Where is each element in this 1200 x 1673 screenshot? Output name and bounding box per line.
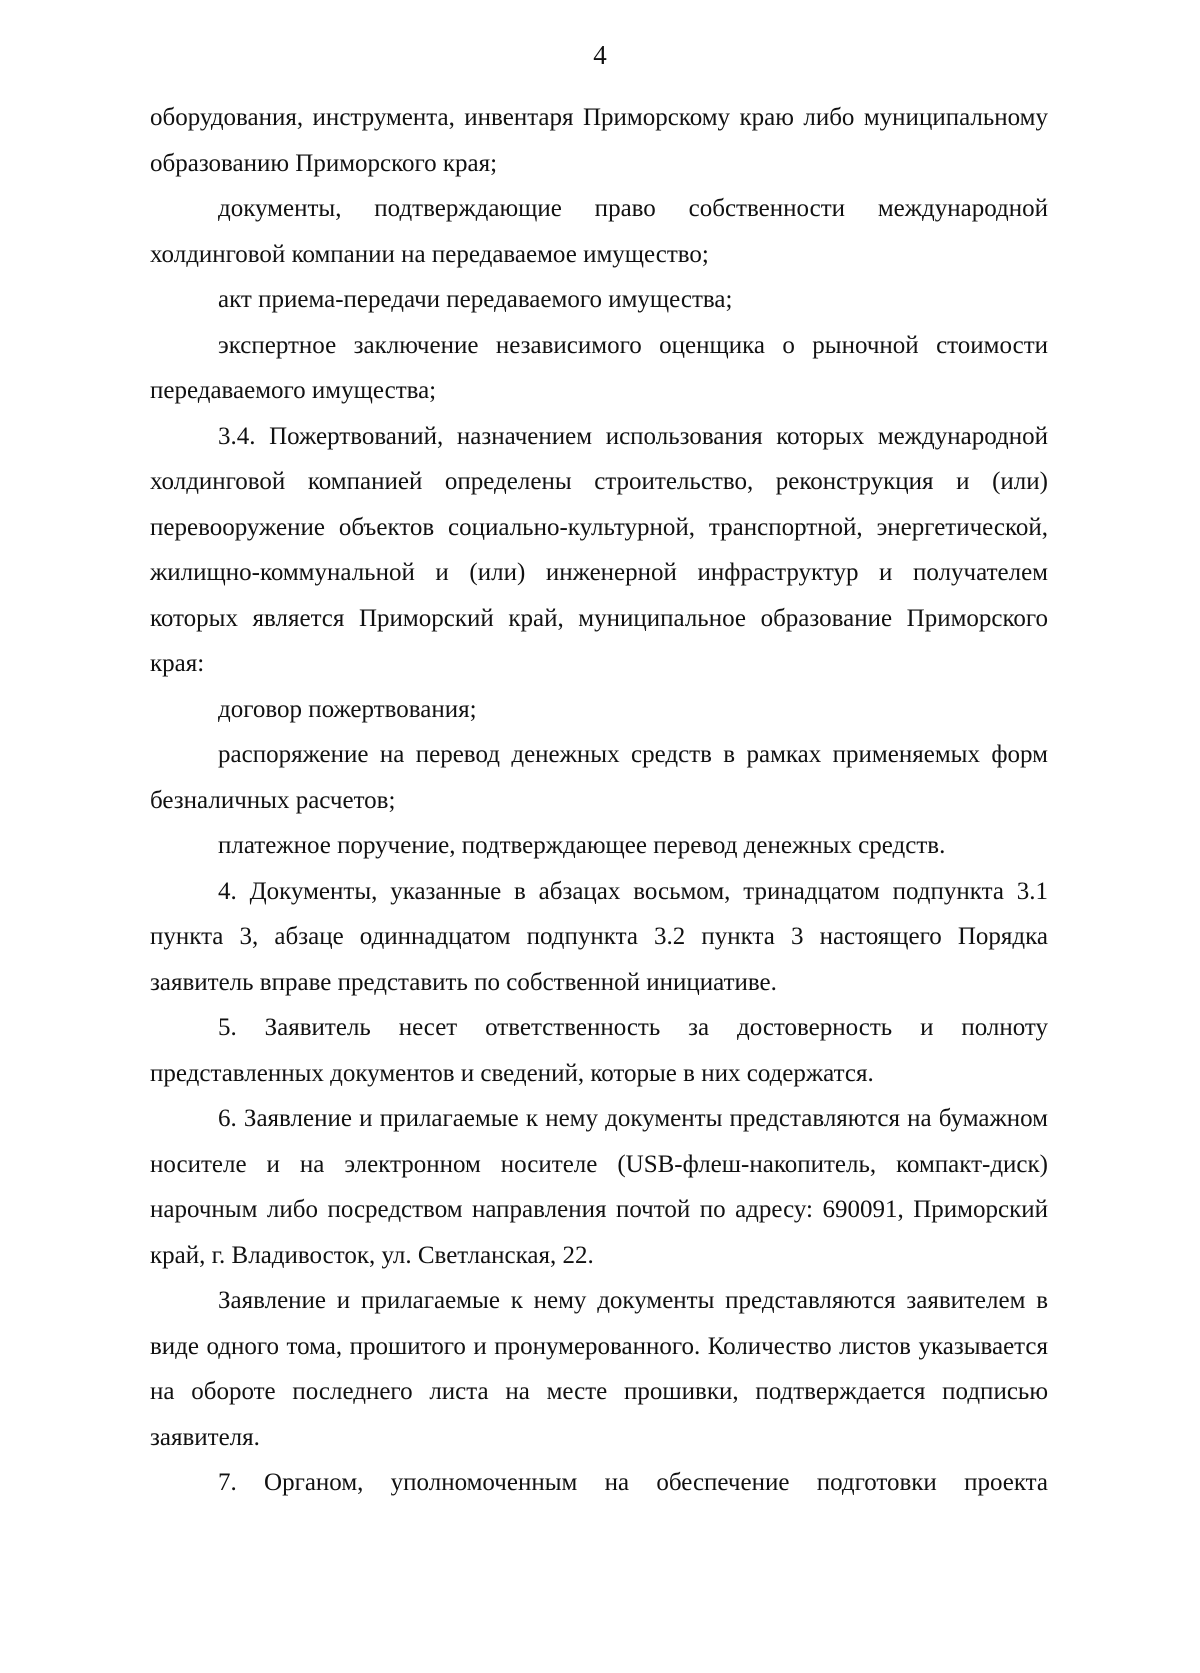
document-body [150, 95, 1048, 1506]
page-number: 4 [593, 40, 607, 70]
paragraph-ownership-documents: документы, подтверждающие право собственности международной холдинговой компании на передаваемое имущество; [150, 195, 1048, 268]
paragraph-section-3-4: 3.4. Пожертвований, назначением использования которых международной холдинговой компанией определены строительство, реконструкция и (или) перевооружение объектов социально-культурной, транспортной, энергетической, жилищно-коммунальной и (или) инженерной инфраструктур и получателем которых является Приморский край, муниципальное образование Приморского края: [150, 422, 1048, 677]
paragraph-item-5: 5. Заявитель несет ответственность за достоверность и полноту представленных документов и сведений, которые в них содержатся. [150, 1014, 1048, 1087]
paragraph-expert-conclusion: экспертное заключение независимого оценщика о рыночной стоимости передаваемого имущества; [150, 331, 1048, 404]
paragraph-transfer-order: распоряжение на перевод денежных средств в рамках применяемых форм безналичных расчетов; [150, 741, 1048, 814]
paragraph-donation-agreement: договор пожертвования; [218, 695, 477, 723]
paragraph-continuation: оборудования, инструмента, инвентаря Приморскому краю либо муниципальному образованию Приморского края; [150, 104, 1048, 177]
paragraph-payment-order: платежное поручение, подтверждающее перевод денежных средств. [218, 832, 946, 859]
paragraph-item-6: 6. Заявление и прилагаемые к нему документы представляются на бумажном носителе и на электронном носителе (USB-флеш-накопитель, компакт-диск) нарочным либо посредством направления почтой по адресу: 690091, Приморский край, г. Владивосток, ул. Светланская, 22. [150, 1105, 1048, 1269]
paragraph-transfer-act: акт приема-передачи передаваемого имущества; [218, 286, 733, 313]
paragraph-volume-requirements: Заявление и прилагаемые к нему документы представляются заявителем в виде одного тома, прошитого и пронумерованного. Количество листов указывается на обороте последнего листа на месте прошивки, подтверждается подписью заявителя. [150, 1287, 1048, 1451]
paragraph-item-7: 7. Органом, уполномоченным на обеспечение подготовки проекта [218, 1469, 1048, 1496]
paragraph-item-4: 4. Документы, указанные в абзацах восьмом, тринадцатом подпункта 3.1 пункта 3, абзаце одиннадцатом подпункта 3.2 пункта 3 настоящего Порядка заявитель вправе представить по собственной инициативе. [150, 877, 1048, 996]
